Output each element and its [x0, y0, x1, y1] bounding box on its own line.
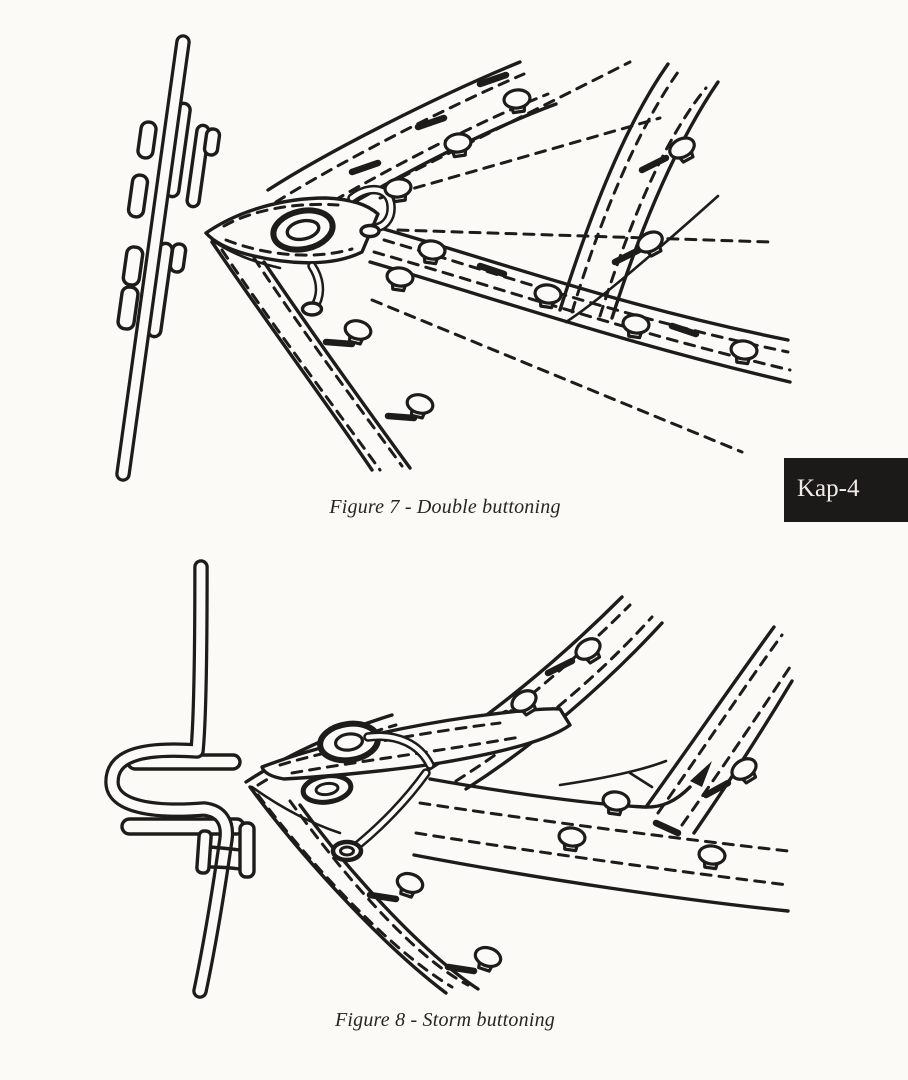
storm-buttoning-drawing [0, 555, 908, 1005]
stay-toggles [117, 42, 220, 474]
figure7-caption: Figure 7 - Double buttoning [329, 496, 561, 518]
chapter-tab [784, 458, 908, 522]
figure8-illustration [0, 555, 908, 1005]
figure8-caption: Figure 8 - Storm buttoning [334, 1009, 555, 1031]
rope-hook-toggle [112, 567, 254, 991]
chapter-tab-label: Kap-4 [797, 475, 860, 502]
